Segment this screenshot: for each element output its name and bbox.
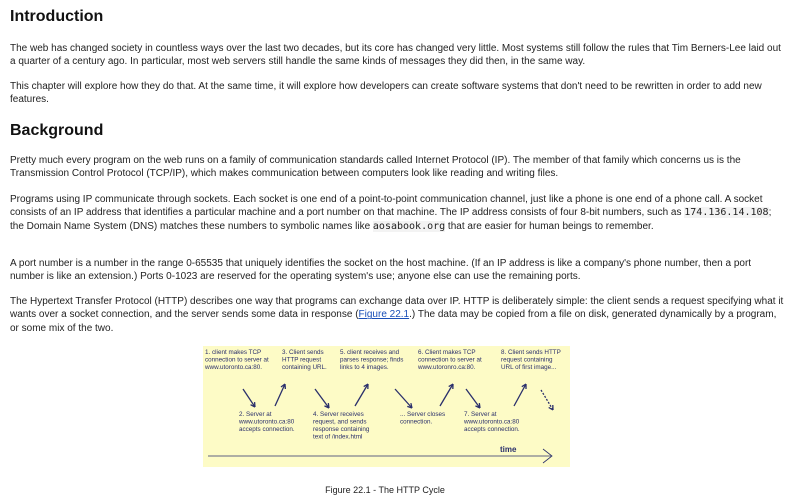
background-heading: Background bbox=[10, 122, 104, 139]
text: The Hypertext Transfer Protocol (HTTP) describes one way that programs can exchange data over IP. HTTP is deliberately simple: the client sends a request specifying what it wants over a socket connection, and the server sends some data in response ( bbox=[10, 296, 784, 321]
arrow-icon bbox=[243, 389, 255, 407]
text: that are easier for human beings to remember. bbox=[445, 220, 654, 232]
http-cycle-figure bbox=[203, 346, 570, 467]
intro-paragraph-1: The web has changed society in countless ways over the last two decades, but its core has changed very little. Most systems still follow the rules that Tim Berners-Lee laid out a quarter of a century ago. In particular, most web servers still handle the same kinds of messages they did then, in the same way. bbox=[10, 43, 781, 68]
text: Programs using IP communicate through sockets. Each socket is one end of a point-to-point communication channel, just like a phone is one end of a phone call. A socket consists of an IP address that identifies a particular machine and a port number on that machine. The IP address consists of four 8-bit numbers, such as bbox=[10, 194, 763, 219]
background-paragraph-4 bbox=[10, 295, 785, 335]
step-label-top: 5. client receives and parses response; finds links to 4 images. bbox=[340, 349, 404, 371]
arrow-icon bbox=[466, 389, 480, 408]
step-label-top: 3. Client sends HTTP request containing URL. bbox=[282, 349, 327, 371]
arrow-icon bbox=[541, 390, 553, 410]
step-label-bottom: 4. Server receives request, and sends response containing text of /index.html bbox=[313, 411, 370, 441]
http-cycle-diagram bbox=[203, 346, 570, 467]
figure-link[interactable]: Figure 22.1 bbox=[358, 309, 410, 321]
step-label-bottom: ... Server closes connection. bbox=[400, 411, 446, 426]
background-paragraph-2 bbox=[10, 193, 785, 233]
figure-caption: Figure 22.1 - The HTTP Cycle bbox=[325, 485, 445, 495]
arrow-icon bbox=[355, 384, 368, 406]
step-label-bottom: 2. Server at www.utoronto.ca:80 accepts connection. bbox=[239, 411, 295, 433]
arrow-icon bbox=[275, 384, 285, 406]
intro-paragraph-2: This chapter will explore how they do that. At the same time, it will explore how developers can create software systems that don't need to be rewritten in order to add new features. bbox=[10, 81, 762, 106]
ip-example: 174.136.14.108 bbox=[684, 207, 769, 219]
time-label: time bbox=[500, 445, 517, 454]
domain-example: aosabook.org bbox=[372, 220, 446, 232]
step-label-bottom: 7. Server at www.utoronto.ca:80 accepts connection. bbox=[464, 411, 520, 433]
intro-heading: Introduction bbox=[10, 8, 104, 25]
step-label-top: 8. Client sends HTTP request containing URL of first image... bbox=[501, 349, 561, 371]
background-paragraph-3: A port number is a number in the range 0-65535 that uniquely identifies the socket on the host machine. (If an IP address is like a company's phone number, then a port number is like an extension.) Ports 0-1023 are reserved for the operating system's use; anyone else can use the remaining ports. bbox=[10, 258, 752, 283]
arrow-icon bbox=[315, 389, 329, 408]
arrow-icon bbox=[514, 384, 526, 406]
arrow-icon bbox=[440, 384, 453, 406]
arrow-icon bbox=[395, 389, 412, 408]
background-paragraph-1: Pretty much every program on the web runs on a family of communication standards called Internet Protocol (IP). The member of that family which concerns us is the Transmission Control Protocol (TCP/IP), which makes communication between computers look like reading and writing files. bbox=[10, 155, 741, 180]
text: ; the Domain Name System (DNS) matches these numbers to symbolic names like bbox=[10, 207, 772, 232]
step-label-top: 1. client makes TCP connection to server at www.utoronto.ca:80. bbox=[205, 349, 269, 371]
text: .) The data may be copied from a file on disk, generated dynamically by a program, or some mix of the two. bbox=[10, 309, 777, 334]
step-label-top: 6. Client makes TCP connection to server at www.utoronro.ca:80. bbox=[418, 349, 482, 371]
